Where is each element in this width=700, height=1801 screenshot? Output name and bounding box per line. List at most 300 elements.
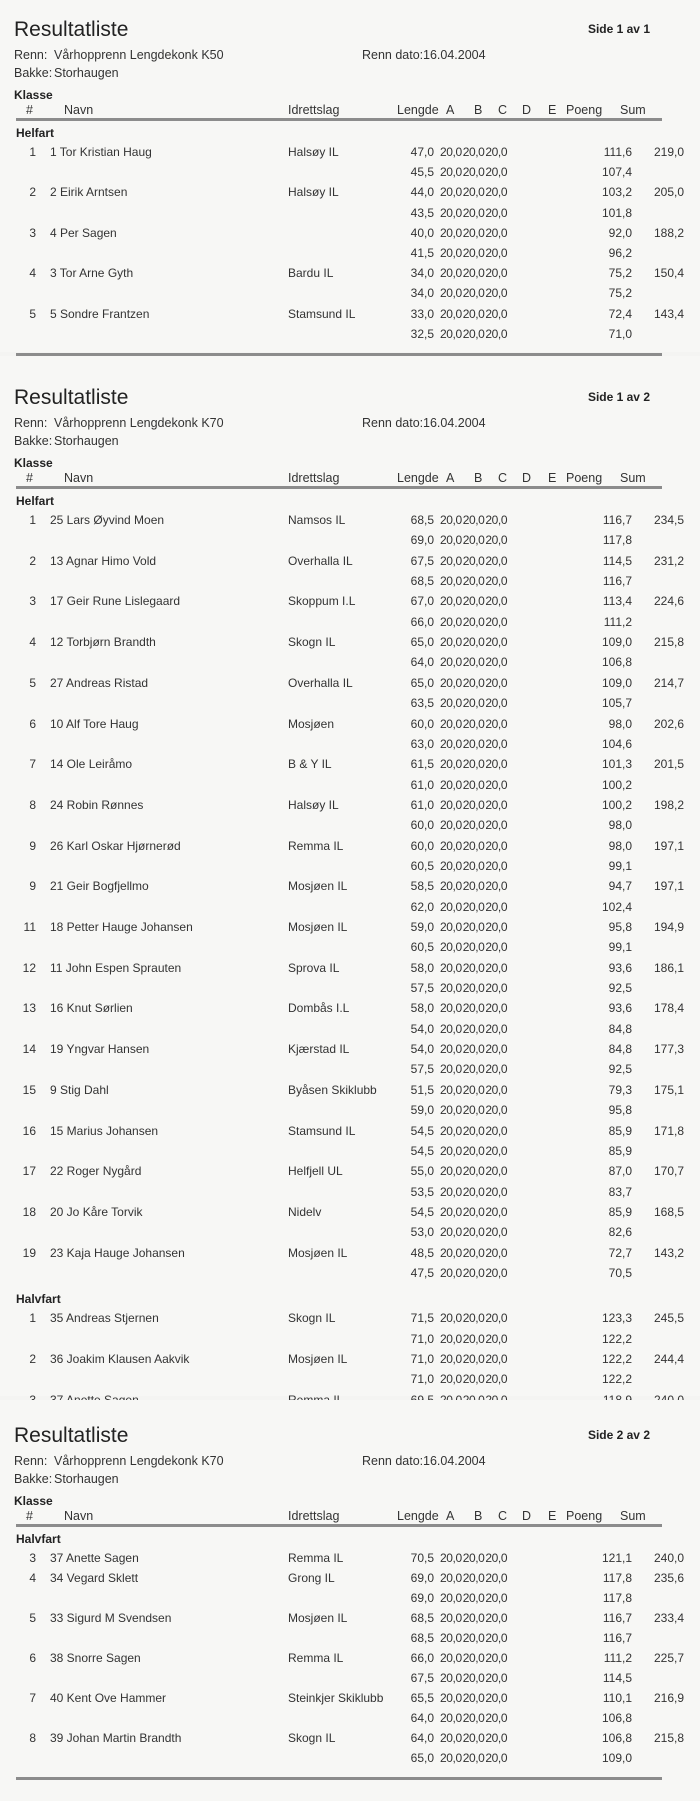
jump-length: 41,5 [410, 246, 434, 260]
place: 13 [22, 1001, 36, 1016]
jump-length: 61,0 [410, 797, 434, 812]
jump-points: 107,4 [601, 165, 632, 180]
column-header: Idrettslag [288, 103, 340, 117]
place: 8 [29, 1731, 36, 1745]
jump-points: 93,6 [608, 960, 632, 975]
jump-points: 102,4 [601, 899, 632, 914]
style-marks: 20,0 20,0 20,0 [440, 1551, 508, 1565]
style-marks: 20,0 20,0 20,0 [440, 675, 508, 690]
column-header: Poeng [566, 103, 603, 117]
club: Skogn IL [288, 1311, 336, 1326]
jump-length: 65,0 [410, 675, 434, 690]
jump-points: 95,8 [608, 920, 632, 934]
jump-points: 116,7 [602, 513, 632, 527]
jump-length: 69,0 [410, 1571, 434, 1585]
club: Stamsund IL [288, 1123, 356, 1138]
column-header: Poeng [566, 1509, 603, 1523]
total-sum: 171,8 [653, 1123, 684, 1138]
jump-points: 101,8 [601, 205, 632, 220]
hill-label: Bakke: [14, 1472, 53, 1486]
jump-length: 60,0 [410, 716, 434, 731]
jump-points: 75,2 [608, 266, 632, 281]
jump-length: 67,5 [410, 1671, 434, 1685]
jump-points: 71,0 [608, 326, 632, 341]
jump-length: 60,0 [410, 818, 434, 833]
race-label: Renn: [14, 416, 48, 430]
column-header: Sum [620, 103, 646, 117]
jump-length: 60,5 [410, 940, 434, 955]
style-marks: 20,0 20,0 20,0 [440, 797, 508, 812]
jump-length: 59,0 [410, 920, 434, 934]
place: 2 [29, 1352, 36, 1366]
place: 1 [29, 145, 36, 159]
jump-points: 85,9 [608, 1204, 632, 1219]
athlete-name: 34 Vegard Sklett [50, 1571, 139, 1585]
race-date: 16.04.2004 [423, 1454, 486, 1468]
column-header: A [446, 103, 455, 117]
jump-points: 117,8 [602, 533, 632, 548]
club: Halsøy IL [288, 185, 339, 200]
jump-points: 72,4 [608, 306, 632, 321]
page-number: Side 1 av 1 [587, 22, 650, 36]
jump-length: 71,0 [410, 1372, 434, 1387]
jump-length: 68,5 [410, 574, 434, 589]
jump-points: 98,0 [608, 818, 632, 833]
style-marks: 20,0 20,0 20,0 [440, 1352, 508, 1366]
jump-length: 55,0 [410, 1164, 434, 1179]
style-marks: 20,0 20,0 20,0 [440, 145, 508, 159]
page-title: Resultatliste [14, 1424, 129, 1447]
total-sum: 244,4 [653, 1352, 684, 1366]
jump-length: 71,5 [410, 1311, 434, 1326]
total-sum: 194,9 [653, 920, 684, 934]
club: Helfjell UL [288, 1164, 343, 1179]
athlete-name: 15 Marius Johansen [50, 1123, 159, 1138]
jump-length: 70,5 [410, 1551, 434, 1565]
style-marks: 20,0 20,0 20,0 [440, 1245, 508, 1260]
place: 15 [22, 1082, 36, 1097]
jump-points: 121,1 [601, 1551, 632, 1565]
jump-length: 47,0 [410, 145, 434, 159]
style-marks: 20,0 20,0 20,0 [440, 266, 508, 281]
athlete-name: 22 Roger Nygård [50, 1164, 142, 1179]
jump-length: 58,0 [410, 1001, 434, 1016]
place: 3 [29, 594, 36, 609]
race-date: 16.04.2004 [423, 416, 486, 430]
hill-name: Storhaugen [54, 1472, 119, 1486]
style-marks: 20,0 20,0 20,0 [440, 533, 508, 548]
athlete-name: 5 Sondre Frantzen [50, 306, 150, 321]
race-label: Renn: [14, 1454, 48, 1468]
jump-points: 100,2 [601, 797, 632, 812]
column-header: B [474, 103, 483, 117]
club: Halsøy IL [288, 797, 339, 812]
column-header: A [446, 471, 455, 485]
jump-length: 51,5 [410, 1082, 434, 1097]
column-header: C [498, 471, 508, 485]
club: Dombås I.L [288, 1001, 350, 1016]
style-marks: 20,0 20,0 20,0 [440, 594, 508, 609]
athlete-name: 17 Geir Rune Lislegaard [50, 594, 181, 609]
athlete-name: 19 Yngvar Hansen [50, 1042, 150, 1057]
style-marks: 20,0 20,0 20,0 [440, 736, 508, 751]
jump-length: 34,0 [410, 266, 434, 281]
athlete-name: 40 Kent Ove Hammer [50, 1691, 167, 1705]
place: 18 [22, 1204, 36, 1219]
total-sum: 170,7 [653, 1164, 684, 1179]
style-marks: 20,0 20,0 20,0 [440, 1711, 508, 1725]
jump-points: 84,8 [608, 1021, 632, 1036]
jump-length: 54,0 [410, 1021, 434, 1036]
club: Stamsund IL [288, 306, 356, 321]
jump-length: 68,5 [410, 1611, 434, 1625]
jump-length: 63,5 [410, 696, 434, 711]
jump-length: 40,0 [410, 225, 434, 240]
style-marks: 20,0 20,0 20,0 [440, 981, 508, 996]
style-marks: 20,0 20,0 20,0 [440, 1001, 508, 1016]
total-sum: 245,5 [653, 1311, 684, 1326]
club: Overhalla IL [288, 553, 353, 568]
total-sum: 231,2 [653, 553, 684, 568]
place: 1 [29, 1311, 36, 1326]
jump-length: 68,5 [410, 1631, 434, 1645]
race-date: 16.04.2004 [423, 48, 486, 62]
footer-rule [16, 1777, 662, 1780]
athlete-name: 3 Tor Arne Gyth [50, 266, 134, 281]
total-sum: 202,6 [653, 716, 684, 731]
total-sum: 188,2 [653, 225, 684, 240]
athlete-name: 21 Geir Bogfjellmo [50, 879, 149, 894]
hill-name: Storhaugen [54, 66, 119, 80]
style-marks: 20,0 20,0 20,0 [440, 818, 508, 833]
style-marks: 20,0 20,0 20,0 [440, 1062, 508, 1077]
jump-points: 99,1 [608, 940, 632, 955]
column-header: Lengde [397, 103, 439, 117]
style-marks: 20,0 20,0 20,0 [440, 1143, 508, 1158]
place: 14 [22, 1042, 36, 1057]
place: 17 [22, 1164, 36, 1179]
jump-points: 111,6 [603, 145, 632, 159]
style-marks: 20,0 20,0 20,0 [440, 777, 508, 792]
style-marks: 20,0 20,0 20,0 [440, 1021, 508, 1036]
jump-points: 75,2 [608, 286, 632, 301]
jump-length: 71,0 [410, 1352, 434, 1366]
total-sum: 168,5 [653, 1204, 684, 1219]
place: 11 [23, 920, 36, 934]
style-marks: 20,0 20,0 20,0 [440, 1265, 508, 1280]
total-sum: 225,7 [653, 1651, 684, 1665]
style-marks: 20,0 20,0 20,0 [440, 1671, 508, 1685]
jump-points: 122,2 [601, 1352, 632, 1366]
group-heading: Halvfart [16, 1292, 61, 1307]
jump-points: 116,7 [602, 574, 632, 589]
jump-length: 61,0 [410, 777, 434, 792]
column-header: Navn [64, 471, 94, 485]
jump-length: 69,0 [410, 1591, 434, 1605]
jump-length: 47,5 [410, 1265, 434, 1280]
jump-points: 110,1 [602, 1691, 632, 1705]
jump-points: 106,8 [601, 1711, 632, 1725]
total-sum: 150,4 [653, 266, 684, 281]
place: 2 [29, 553, 36, 568]
athlete-name: 27 Andreas Ristad [50, 675, 149, 690]
style-marks: 20,0 20,0 20,0 [440, 716, 508, 731]
column-header: C [498, 103, 508, 117]
place: 8 [29, 797, 36, 812]
club: Kjærstad IL [288, 1042, 350, 1057]
place: 9 [29, 879, 36, 894]
jump-points: 93,6 [608, 1001, 632, 1016]
jump-points: 83,7 [608, 1184, 632, 1199]
jump-length: 57,5 [410, 981, 434, 996]
column-header: D [522, 471, 532, 485]
place: 4 [29, 1571, 36, 1585]
club: Remma IL [288, 838, 344, 853]
athlete-name: 37 Anette Sagen [50, 1551, 139, 1565]
jump-points: 95,8 [608, 1103, 632, 1118]
athlete-name: 1 Tor Kristian Haug [50, 145, 152, 159]
race-date-label: Renn dato: [362, 416, 424, 430]
place: 3 [29, 1551, 36, 1565]
club: Halsøy IL [288, 145, 339, 159]
jump-length: 57,5 [410, 1062, 434, 1077]
result-page [0, 356, 700, 1396]
jump-points: 99,1 [608, 858, 632, 873]
jump-points: 116,7 [602, 1611, 632, 1625]
style-marks: 20,0 20,0 20,0 [440, 165, 508, 180]
place: 6 [29, 716, 36, 731]
place: 4 [29, 635, 36, 650]
column-header: B [474, 1509, 483, 1523]
race-name: Vårhopprenn Lengdekonk K50 [54, 48, 224, 62]
total-sum: 215,8 [653, 635, 684, 650]
jump-length: 68,5 [410, 513, 434, 527]
total-sum: 235,6 [653, 1571, 684, 1585]
athlete-name: 26 Karl Oskar Hjørnerød [50, 838, 181, 853]
club: Bardu IL [288, 266, 334, 281]
total-sum: 197,1 [653, 838, 684, 853]
athlete-name: 38 Snorre Sagen [50, 1651, 141, 1665]
club: Mosjøen [288, 716, 335, 731]
jump-length: 67,0 [410, 594, 434, 609]
club: Mosjøen IL [288, 1245, 348, 1260]
jump-length: 61,5 [410, 757, 434, 772]
total-sum: 219,0 [653, 145, 684, 159]
athlete-name: 39 Johan Martin Brandth [50, 1731, 182, 1745]
place: 7 [29, 757, 36, 772]
style-marks: 20,0 20,0 20,0 [440, 960, 508, 975]
style-marks: 20,0 20,0 20,0 [440, 1042, 508, 1057]
club: Mosjøen IL [288, 879, 348, 894]
style-marks: 20,0 20,0 20,0 [440, 1591, 508, 1605]
page-title: Resultatliste [14, 18, 129, 41]
jump-points: 123,3 [601, 1311, 632, 1326]
club: Grong IL [288, 1571, 335, 1585]
total-sum: 224,6 [653, 594, 684, 609]
style-marks: 20,0 20,0 20,0 [440, 1184, 508, 1199]
jump-length: 60,0 [410, 838, 434, 853]
column-header: Navn [64, 1509, 94, 1523]
club: Steinkjer Skiklubb [288, 1691, 384, 1705]
hill-name: Storhaugen [54, 434, 119, 448]
jump-length: 34,0 [410, 286, 434, 301]
style-marks: 20,0 20,0 20,0 [440, 286, 508, 301]
column-header: A [446, 1509, 455, 1523]
jump-points: 79,3 [608, 1082, 632, 1097]
jump-length: 59,0 [410, 1103, 434, 1118]
place: 12 [22, 960, 36, 975]
style-marks: 20,0 20,0 20,0 [440, 246, 508, 260]
jump-points: 117,8 [602, 1571, 632, 1585]
jump-points: 117,8 [602, 1591, 632, 1605]
style-marks: 20,0 20,0 20,0 [440, 1311, 508, 1326]
result-page [0, 1400, 700, 1801]
header-rule [16, 1524, 662, 1527]
column-header: Poeng [566, 471, 603, 485]
style-marks: 20,0 20,0 20,0 [440, 574, 508, 589]
jump-points: 70,5 [608, 1265, 632, 1280]
jump-length: 63,0 [410, 736, 434, 751]
page-title: Resultatliste [14, 386, 129, 409]
place: 1 [29, 513, 36, 527]
jump-length: 54,5 [410, 1123, 434, 1138]
total-sum: 201,5 [653, 757, 684, 772]
column-header: D [522, 1509, 532, 1523]
jump-length: 69,0 [410, 533, 434, 548]
jump-length: 66,0 [410, 614, 434, 629]
page-number: Side 1 av 2 [587, 390, 650, 404]
athlete-name: 25 Lars Øyvind Moen [50, 513, 165, 527]
jump-points: 103,2 [601, 185, 632, 200]
style-marks: 20,0 20,0 20,0 [440, 1571, 508, 1585]
athlete-name: 36 Joakim Klausen Aakvik [50, 1352, 190, 1366]
place: 7 [29, 1691, 36, 1705]
style-marks: 20,0 20,0 20,0 [440, 655, 508, 670]
place: 16 [22, 1123, 36, 1138]
jump-points: 109,0 [601, 1751, 632, 1765]
jump-points: 114,5 [602, 1671, 632, 1685]
jump-length: 64,0 [410, 1731, 434, 1745]
style-marks: 20,0 20,0 20,0 [440, 225, 508, 240]
jump-points: 82,6 [608, 1225, 632, 1240]
jump-length: 54,5 [410, 1143, 434, 1158]
place: 9 [29, 838, 36, 853]
style-marks: 20,0 20,0 20,0 [440, 1751, 508, 1765]
class-label: Klasse [14, 456, 53, 470]
jump-length: 67,5 [410, 553, 434, 568]
total-sum: 143,2 [653, 1245, 684, 1260]
style-marks: 20,0 20,0 20,0 [440, 1204, 508, 1219]
jump-points: 122,2 [601, 1372, 632, 1387]
athlete-name: 18 Petter Hauge Johansen [50, 920, 193, 934]
jump-points: 85,9 [608, 1123, 632, 1138]
athlete-name: 16 Knut Sørlien [50, 1001, 133, 1016]
jump-points: 92,0 [608, 225, 632, 240]
jump-points: 109,0 [601, 675, 632, 690]
athlete-name: 35 Andreas Stjernen [50, 1311, 159, 1326]
column-header: Lengde [397, 471, 439, 485]
total-sum: 177,3 [653, 1042, 684, 1057]
column-header: Idrettslag [288, 471, 340, 485]
hill-label: Bakke: [14, 66, 53, 80]
jump-points: 84,8 [608, 1042, 632, 1057]
jump-points: 104,6 [601, 736, 632, 751]
total-sum: 240,0 [653, 1551, 684, 1565]
jump-points: 85,9 [608, 1143, 632, 1158]
style-marks: 20,0 20,0 20,0 [440, 1103, 508, 1118]
style-marks: 20,0 20,0 20,0 [440, 306, 508, 321]
club: Namsos IL [288, 513, 346, 527]
style-marks: 20,0 20,0 20,0 [440, 1372, 508, 1387]
athlete-name: 24 Robin Rønnes [50, 797, 144, 812]
jump-points: 111,2 [603, 1651, 632, 1665]
jump-length: 58,5 [410, 879, 434, 894]
style-marks: 20,0 20,0 20,0 [440, 899, 508, 914]
total-sum: 214,7 [653, 675, 684, 690]
column-header: E [548, 1509, 557, 1523]
club: Mosjøen IL [288, 1352, 348, 1366]
place: 3 [29, 225, 36, 240]
place: 6 [29, 1651, 36, 1665]
jump-points: 106,8 [601, 1731, 632, 1745]
jump-length: 54,5 [410, 1204, 434, 1219]
column-header: E [548, 103, 557, 117]
column-header: # [26, 1509, 33, 1523]
style-marks: 20,0 20,0 20,0 [440, 757, 508, 772]
jump-length: 44,0 [410, 185, 434, 200]
club: B & Y IL [288, 757, 332, 772]
jump-points: 113,4 [602, 594, 632, 609]
total-sum: 186,1 [653, 960, 684, 975]
jump-length: 43,5 [410, 205, 434, 220]
jump-length: 45,5 [410, 165, 434, 180]
jump-points: 122,2 [601, 1331, 632, 1346]
style-marks: 20,0 20,0 20,0 [440, 838, 508, 853]
style-marks: 20,0 20,0 20,0 [440, 920, 508, 934]
jump-length: 54,0 [410, 1042, 434, 1057]
jump-length: 66,0 [410, 1651, 434, 1665]
column-header: Sum [620, 1509, 646, 1523]
group-heading: Halvfart [16, 1532, 61, 1546]
class-label: Klasse [14, 88, 53, 102]
total-sum: 234,5 [653, 513, 684, 527]
club: Mosjøen IL [288, 920, 348, 934]
column-header: E [548, 471, 557, 485]
style-marks: 20,0 20,0 20,0 [440, 513, 508, 527]
style-marks: 20,0 20,0 20,0 [440, 635, 508, 650]
club: Skoppum I.L [288, 594, 356, 609]
total-sum: 198,2 [653, 797, 684, 812]
column-header: B [474, 471, 483, 485]
style-marks: 20,0 20,0 20,0 [440, 553, 508, 568]
jump-length: 65,0 [410, 635, 434, 650]
club: Overhalla IL [288, 675, 353, 690]
group-heading: Helfart [16, 494, 55, 508]
total-sum: 233,4 [653, 1611, 684, 1625]
race-name: Vårhopprenn Lengdekonk K70 [54, 1454, 224, 1468]
jump-length: 64,0 [410, 1711, 434, 1725]
style-marks: 20,0 20,0 20,0 [440, 1331, 508, 1346]
jump-length: 33,0 [410, 306, 434, 321]
total-sum: 215,8 [653, 1731, 684, 1745]
column-header: Sum [620, 471, 646, 485]
athlete-name: 23 Kaja Hauge Johansen [50, 1245, 185, 1260]
total-sum: 178,4 [653, 1001, 684, 1016]
athlete-name: 14 Ole Leiråmo [50, 757, 133, 772]
jump-points: 114,5 [602, 553, 632, 568]
athlete-name: 11 John Espen Sprauten [50, 960, 182, 975]
column-header: # [26, 103, 33, 117]
